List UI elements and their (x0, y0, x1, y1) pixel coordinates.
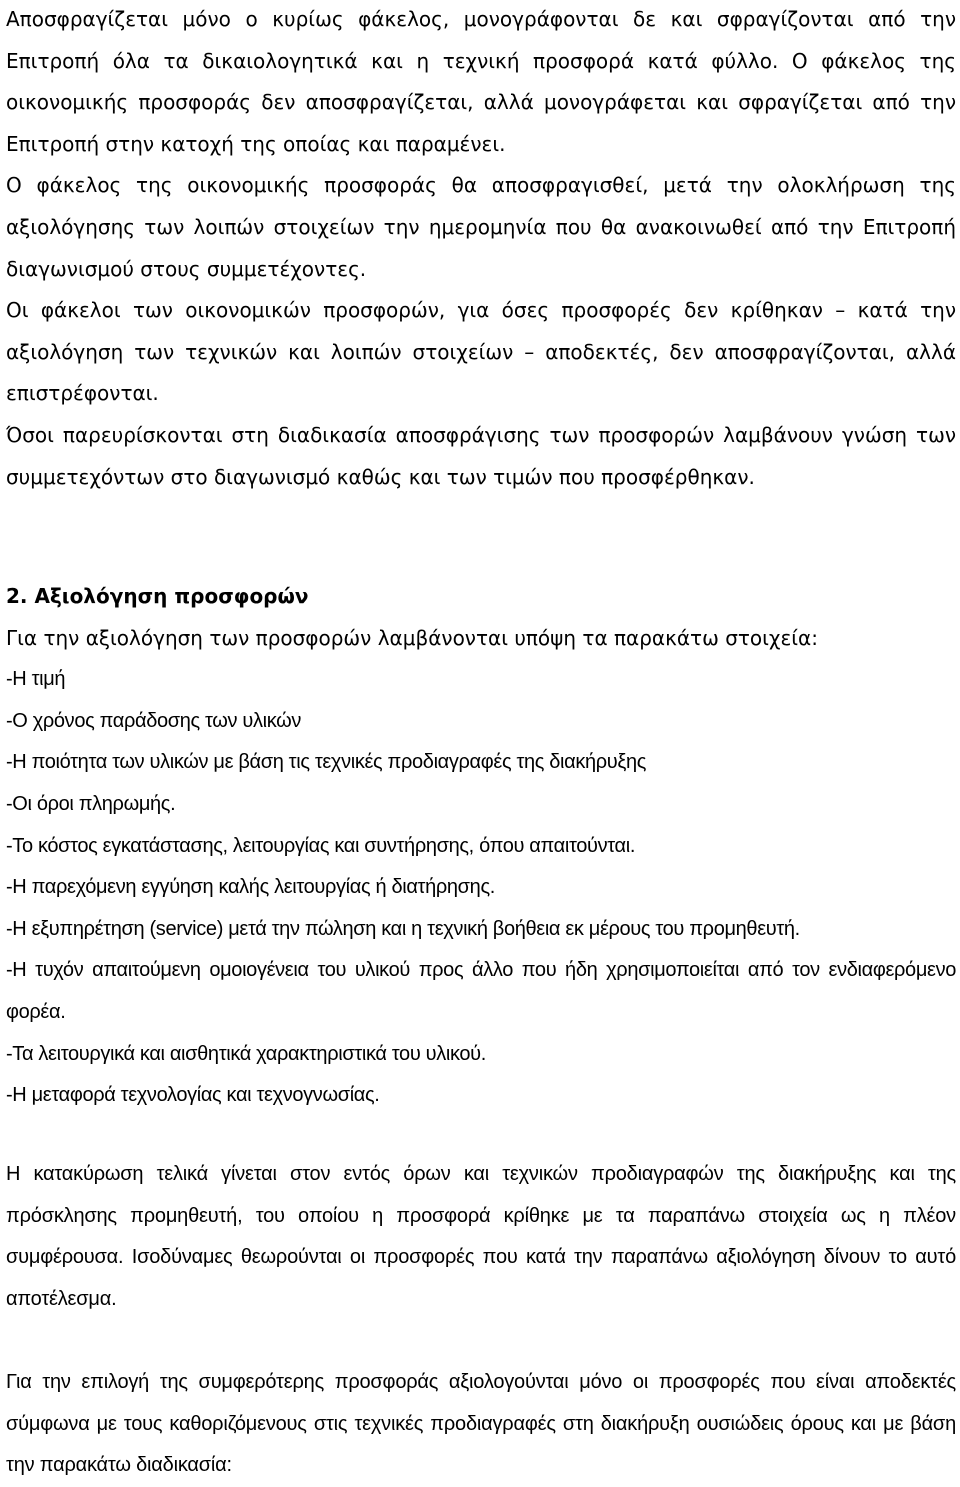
criterion-item: -Το κόστος εγκατάστασης, λειτουργίας και συντήρησης, όπου απαιτούνται. (6, 834, 636, 857)
section-intro: Για την αξιολόγηση των προσφορών λαμβάνονται υπόψη τα παρακάτω στοιχεία: (6, 625, 818, 650)
criterion-item: -Η τιμή (6, 668, 66, 691)
evaluation-section (6, 576, 956, 1117)
criterion-item: -Η τυχόν απαιτούμενη ομοιογένεια του υλικού προς άλλο που ήδη χρησιμοποιείται από τον ενδιαφερόμενο φορέα. (6, 959, 956, 1023)
selection-section (6, 1362, 956, 1487)
section-heading: 2. Αξιολόγηση προσφορών (6, 584, 309, 608)
criterion-item: -Η μεταφορά τεχνολογίας και τεχνογνωσίας. (6, 1084, 380, 1107)
paragraph-attendees: Όσοι παρευρίσκονται στη διαδικασία αποσφράγισης των προσφορών λαμβάνουν γνώση των συμμετεχόντων στο διαγωνισμό καθώς και των τιμών που προσφέρθηκαν. (6, 422, 956, 489)
paragraph-financial-unsealing: Ο φάκελος της οικονομικής προσφοράς θα αποσφραγισθεί, μετά την ολοκλήρωση της αξιολόγησης των λοιπών στοιχείων την ημερομηνία που θα ανακοινωθεί από την Επιτροπή διαγωνισμού στους συμμετέχοντες. (6, 173, 956, 281)
criterion-item: -Τα λειτουργικά και αισθητικά χαρακτηριστικά του υλικού. (6, 1042, 486, 1065)
criteria-list (6, 659, 956, 1117)
criterion-item: -Η εξυπηρέτηση (service) μετά την πώληση και η τεχνική βοήθεια εκ μέρους του προμηθευτή. (6, 917, 800, 940)
paragraph-returned-envelopes: Οι φάκελοι των οικονομικών προσφορών, για όσες προσφορές δεν κρίθηκαν – κατά την αξιολόγηση των τεχνικών και λοιπών στοιχείων – αποδεκτές, δεν αποσφραγίζονται, αλλά επιστρέφονται. (6, 298, 956, 406)
criterion-item: -Οι όροι πληρωμής. (6, 792, 176, 815)
criterion-item: -Ο χρόνος παράδοσης των υλικών (6, 709, 302, 732)
criterion-item: -Η ποιότητα των υλικών με βάση τις τεχνικές προδιαγραφές της διακήρυξης (6, 751, 647, 774)
selection-paragraph: Για την επιλογή της συμφερότερης προσφοράς αξιολογούνται μόνο οι προσφορές που είναι αποδεκτές σύμφωνα με τους καθοριζόμενους στις τεχνικές προδιαγραφές στη διακήρυξη ουσιώδεις όρους και με βάση την παρακάτω διαδικασία: (6, 1371, 956, 1477)
criterion-item: -Η παρεχόμενη εγγύηση καλής λειτουργίας ή διατήρησης. (6, 876, 495, 899)
paragraph-unsealing: Αποσφραγίζεται μόνο ο κυρίως φάκελος, μονογράφονται δε και σφραγίζονται από την Επιτροπή όλα τα δικαιολογητικά και η τεχνική προσφορά κατά φύλλο. Ο φάκελος της οικονομικής προσφοράς δεν αποσφραγίζεται, αλλά μονογράφεται και σφραγίζεται από την Επιτροπή στην κατοχή της οποίας και παραμένει. (6, 7, 956, 156)
opening-section (6, 0, 956, 498)
award-section (6, 1154, 956, 1320)
award-paragraph: Η κατακύρωση τελικά γίνεται στον εντός όρων και τεχνικών προδιαγραφών της διακήρυξης και της πρόσκλησης προμηθευτή, του οποίου η προσφορά κρίθηκε με τα παραπάνω στοιχεία ως η πλέον συμφέρουσα. Ισοδύναμες θεωρούνται οι προσφορές που κατά την παραπάνω αξιολόγηση δίνουν το αυτό αποτέλεσμα. (6, 1163, 956, 1310)
